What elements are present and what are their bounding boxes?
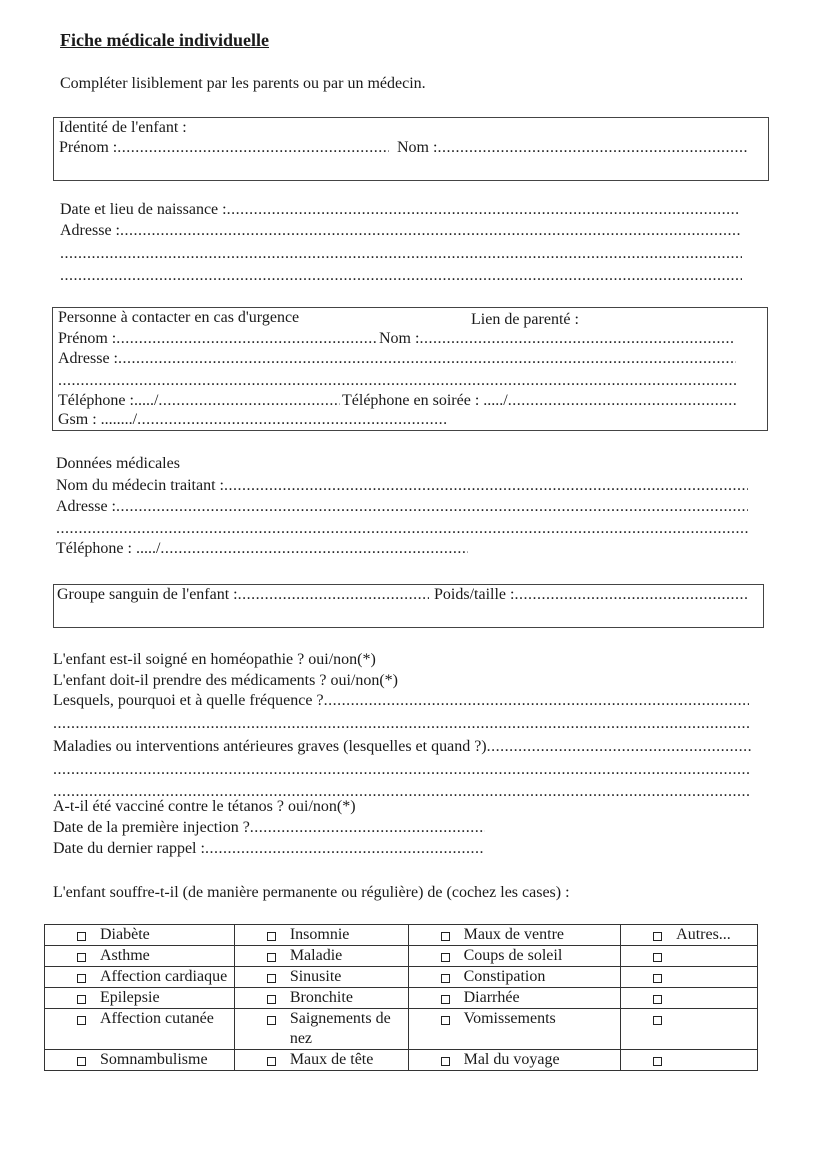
last-booster-label: Date du dernier rappel : (53, 840, 205, 857)
doctor-name-field[interactable] (224, 476, 748, 496)
condition-insomnia[interactable]: Insomnie (235, 925, 404, 945)
table-row (45, 1050, 758, 1071)
medication-question[interactable]: L'enfant doit-il prendre des médicaments ? oui/non(*) (53, 672, 398, 689)
condition-travel-sickness[interactable]: Mal du voyage (409, 1050, 617, 1070)
page-title: Fiche médicale individuelle (60, 30, 269, 50)
emergency-last-name-field[interactable] (419, 329, 734, 349)
condition-bronchitis[interactable]: Bronchite (235, 988, 404, 1008)
condition-other-5[interactable] (621, 1009, 753, 1027)
condition-sunburn[interactable]: Coups de soleil (409, 946, 617, 966)
relation-label: Lien de parenté : (471, 311, 579, 328)
doctor-phone-field[interactable] (160, 539, 468, 559)
past-illness-label: Maladies ou interventions antérieures graves (lesquelles et quand ?) (53, 738, 487, 755)
checkbox-icon[interactable] (267, 995, 276, 1004)
condition-other-6[interactable] (621, 1050, 753, 1068)
checkbox-icon[interactable] (441, 932, 450, 941)
checkbox-icon[interactable] (77, 932, 86, 941)
table-row (45, 967, 758, 988)
blood-group-field[interactable] (238, 585, 429, 605)
child-address-field-3[interactable] (60, 266, 742, 286)
condition-illness[interactable]: Maladie (235, 946, 404, 966)
homeopathy-question[interactable]: L'enfant est-il soigné en homéopathie ? oui/non(*) (53, 651, 376, 668)
checkbox-icon[interactable] (653, 995, 662, 1004)
table-row (45, 1009, 758, 1050)
checkbox-icon[interactable] (441, 995, 450, 1004)
evening-phone-field[interactable] (508, 391, 738, 411)
checkbox-icon[interactable] (653, 932, 662, 941)
checkbox-icon[interactable] (653, 1057, 662, 1066)
condition-nosebleeds[interactable]: Saignements de nez (235, 1009, 404, 1049)
past-illness-field-2[interactable] (53, 760, 751, 780)
checkbox-icon[interactable] (77, 953, 86, 962)
doctor-address-field-2[interactable] (56, 519, 748, 539)
last-booster-field[interactable] (205, 839, 485, 859)
tetanus-question[interactable]: A-t-il été vacciné contre le tétanos ? oui/non(*) (53, 798, 356, 815)
condition-sleepwalking[interactable]: Somnambulisme (45, 1050, 230, 1070)
checkbox-icon[interactable] (267, 1057, 276, 1066)
medication-details-field[interactable] (324, 691, 749, 711)
condition-constipation[interactable]: Constipation (409, 967, 617, 987)
medication-details-field-2[interactable] (53, 714, 749, 734)
checkbox-icon[interactable] (441, 974, 450, 983)
child-address-label: Adresse : (60, 222, 120, 239)
emergency-last-name-label: Nom : (379, 330, 420, 347)
child-address-field-2[interactable] (60, 244, 742, 264)
doctor-phone-label: Téléphone : ...../ (56, 540, 161, 557)
checkbox-icon[interactable] (77, 1016, 86, 1025)
condition-other-4[interactable] (621, 988, 753, 1006)
table-row (45, 925, 758, 946)
conditions-intro: L'enfant souffre-t-il (de manière permanente ou régulière) de (cochez les cases) : (53, 884, 570, 901)
birth-date-place-label: Date et lieu de naissance : (60, 201, 227, 218)
checkbox-icon[interactable] (77, 995, 86, 1004)
doctor-address-field[interactable] (116, 497, 748, 517)
checkbox-icon[interactable] (653, 953, 662, 962)
checkbox-icon[interactable] (441, 1016, 450, 1025)
checkbox-icon[interactable] (77, 974, 86, 983)
emergency-phone-label: Téléphone :...../ (58, 392, 159, 409)
condition-sinusitis[interactable]: Sinusite (235, 967, 404, 987)
table-row (45, 988, 758, 1009)
checkbox-icon[interactable] (267, 1016, 276, 1025)
checkbox-icon[interactable] (267, 953, 276, 962)
condition-other-3[interactable] (621, 967, 753, 985)
identity-heading: Identité de l'enfant : (59, 119, 187, 136)
condition-stomach-ache[interactable]: Maux de ventre (409, 925, 617, 945)
condition-other-2[interactable] (621, 946, 753, 964)
past-illness-field[interactable] (487, 737, 751, 757)
instruction-text: Compléter lisiblement par les parents ou par un médecin. (60, 75, 426, 92)
emergency-contact-box (52, 307, 768, 431)
condition-epilepsy[interactable]: Epilepsie (45, 988, 230, 1008)
doctor-name-label: Nom du médecin traitant : (56, 477, 224, 494)
checkbox-icon[interactable] (653, 974, 662, 983)
birth-date-place-field[interactable] (227, 200, 740, 220)
emergency-heading: Personne à contacter en cas d'urgence (58, 309, 300, 326)
table-row (45, 946, 758, 967)
weight-height-field[interactable] (514, 585, 748, 605)
emergency-first-name-label: Prénom : (58, 330, 117, 347)
gsm-field[interactable] (137, 410, 448, 430)
evening-phone-label: Téléphone en soirée : ...../ (342, 392, 508, 409)
condition-headache[interactable]: Maux de tête (235, 1050, 404, 1070)
emergency-address-field-2[interactable] (58, 371, 736, 391)
conditions-table (44, 924, 758, 1071)
child-address-field[interactable] (120, 221, 742, 241)
checkbox-icon[interactable] (267, 974, 276, 983)
child-last-name-label: Nom : (397, 139, 438, 156)
doctor-address-label: Adresse : (56, 498, 116, 515)
emergency-address-field[interactable] (118, 349, 736, 369)
medical-heading: Données médicales (56, 455, 180, 472)
weight-height-label: Poids/taille : (434, 586, 515, 603)
child-first-name-label: Prénom : (59, 139, 118, 156)
identity-box (53, 117, 769, 181)
first-injection-label: Date de la première injection ? (53, 819, 250, 836)
condition-vomiting[interactable]: Vomissements (409, 1009, 617, 1029)
checkbox-icon[interactable] (653, 1016, 662, 1025)
emergency-phone-field[interactable] (158, 391, 340, 411)
child-last-name-field[interactable] (437, 138, 747, 158)
blood-group-box (53, 584, 764, 628)
medication-details-label: Lesquels, pourquoi et à quelle fréquence ? (53, 692, 324, 709)
checkbox-icon[interactable] (267, 932, 276, 941)
gsm-label: Gsm : ......../ (58, 411, 138, 428)
emergency-first-name-field[interactable] (116, 329, 376, 349)
condition-other[interactable]: Autres... (621, 925, 753, 945)
condition-skin[interactable]: Affection cutanée (45, 1009, 230, 1029)
condition-diarrhea[interactable]: Diarrhée (409, 988, 617, 1008)
condition-heart[interactable]: Affection cardiaque (45, 967, 230, 987)
first-injection-field[interactable] (250, 818, 485, 838)
blood-group-label: Groupe sanguin de l'enfant : (57, 586, 238, 603)
checkbox-icon[interactable] (441, 953, 450, 962)
emergency-address-label: Adresse : (58, 350, 118, 367)
condition-diabetes[interactable]: Diabète (45, 925, 230, 945)
checkbox-icon[interactable] (77, 1057, 86, 1066)
child-first-name-field[interactable] (117, 138, 389, 158)
condition-asthma[interactable]: Asthme (45, 946, 230, 966)
checkbox-icon[interactable] (441, 1057, 450, 1066)
